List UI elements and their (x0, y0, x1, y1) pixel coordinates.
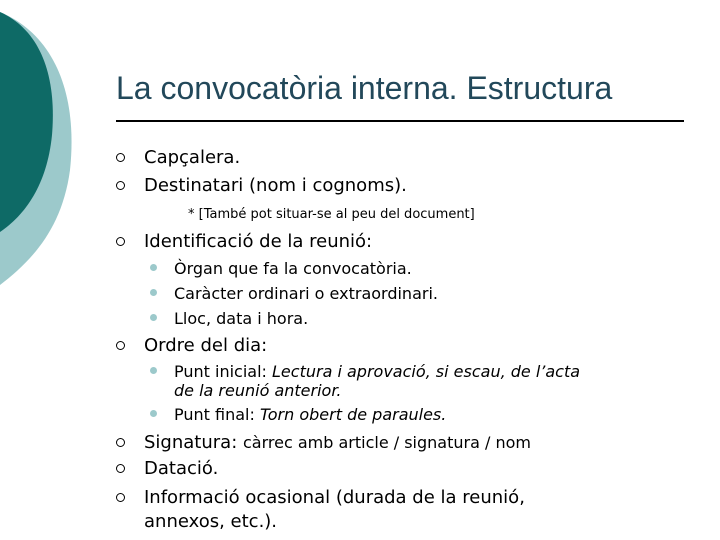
item-text: Destinatari (nom i cognoms). (144, 175, 407, 196)
item-text: Informació ocasional (durada de la reunió, (144, 487, 525, 508)
item-text: Datació. (144, 458, 219, 479)
dot-bullet-icon (150, 314, 157, 321)
item-text: Ordre del dia: (144, 335, 268, 356)
punt-final-label: Punt final: (174, 405, 260, 424)
item-text: annexos, etc.). (144, 511, 278, 532)
dot-bullet-icon (150, 289, 157, 296)
item-text: Lloc, data i hora. (174, 309, 309, 328)
punt-final-text: Torn obert de paraules. (259, 405, 447, 424)
circle-bullet-icon (116, 493, 125, 502)
signatura-label: Signatura: (144, 432, 243, 453)
punt-inicial-text-cont: de la reunió anterior. (174, 381, 342, 400)
punt-inicial-label: Punt inicial: (174, 362, 273, 381)
note-text: * [També pot situar-se al peu del document] (188, 207, 475, 222)
circle-bullet-icon (116, 237, 125, 246)
signatura-text: càrrec amb article / signatura / nom (242, 433, 531, 452)
circle-bullet-icon (116, 464, 125, 473)
dot-bullet-icon (150, 367, 157, 374)
item-text: Capçalera. (144, 147, 241, 168)
title-underline (116, 120, 684, 122)
circle-bullet-icon (116, 438, 125, 447)
dot-bullet-icon (150, 264, 157, 271)
item-text: Identificació de la reunió: (144, 231, 373, 252)
item-text: Òrgan que fa la convocatòria. (174, 259, 412, 278)
slide-title: La convocatòria interna. Estructura (116, 70, 613, 106)
circle-bullet-icon (116, 341, 125, 350)
decorative-shapes (0, 0, 120, 300)
circle-bullet-icon (116, 153, 125, 162)
circle-bullet-icon (116, 181, 125, 190)
item-text: Caràcter ordinari o extraordinari. (174, 284, 438, 303)
punt-inicial-text: Lectura i aprovació, si escau, de l’acta (272, 362, 581, 381)
dot-bullet-icon (150, 410, 157, 417)
